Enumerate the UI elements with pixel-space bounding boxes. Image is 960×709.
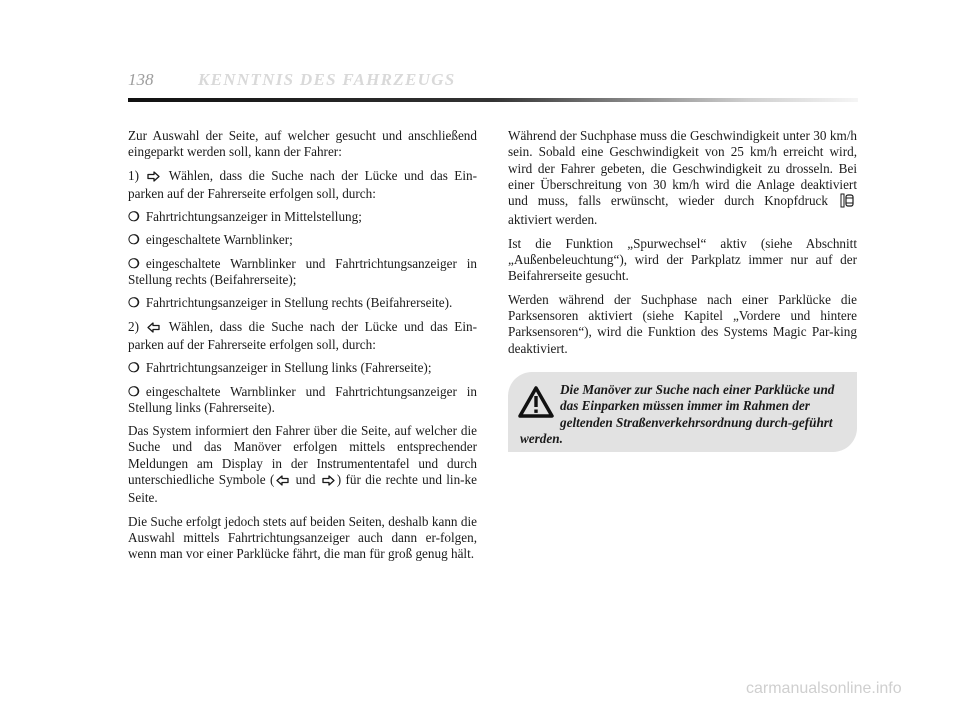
speed-paragraph (508, 128, 857, 229)
bullet-icon: ❍ (128, 383, 140, 399)
bullet-text: eingeschaltete Warnblinker und Fahrtrichtungsanzeiger in Stellung rechts (Beifahrerseite); (128, 255, 477, 288)
bullet-text: Fahrtrichtungsanzeiger in Stellung links (Fahrerseite); (145, 360, 432, 376)
bullet-item (128, 295, 477, 311)
right-arrow-icon (147, 170, 160, 186)
option-2-number: 2) (128, 318, 139, 334)
search-paragraph: Die Suche erfolgt jedoch stets auf beiden Seiten, deshalb kann die Auswahl mittels Fahrtrichtungsanzeiger auch dann er-folgen, wenn man vor einer Parklücke fährt, die man für groß genug hält. (128, 513, 477, 562)
bullet-text: Fahrtrichtungsanzeiger in Mittelstellung; (145, 209, 362, 225)
intro-paragraph: Zur Auswahl der Seite, auf welcher gesucht und anschließend eingeparkt werden soll, kann der Fahrer: (128, 128, 477, 160)
symbols-text-end: ) für die rechte und lin-ke Seite. (128, 472, 478, 506)
footer-watermark: carmanualsonline.info (746, 680, 902, 697)
option-2 (128, 319, 477, 354)
bullet-item (128, 209, 477, 225)
symbols-text-start: Das System informiert den Fahrer über die Seite, auf welcher die Suche und das Manöver erfolgen mittels entsprechender Meldungen am Display in der Instrumententafel und durch unterschiedliche Symbole ( (128, 423, 477, 488)
symbols-text-and: und (295, 472, 316, 488)
sensors-paragraph: Werden während der Suchphase nach einer Parklücke die Parksensoren aktiviert (siehe Kapitel „Vordere und hintere Parksensoren“), wird die Funktion des Systems Magic Par-king deaktiviert. (508, 291, 857, 356)
bullet-icon: ❍ (128, 255, 140, 271)
right-arrow-icon (322, 474, 335, 490)
page-header (128, 70, 858, 110)
left-arrow-icon (276, 474, 289, 490)
bullet-item (128, 384, 477, 417)
bullet-icon: ❍ (128, 232, 140, 248)
warning-text-block (520, 382, 847, 447)
option-1 (128, 168, 477, 203)
bullet-item (128, 360, 477, 376)
left-arrow-icon (147, 321, 160, 337)
bullet-item (128, 256, 477, 289)
bullet-icon: ❍ (128, 295, 140, 311)
warning-text: Die Manöver zur Suche nach einer Parklücke und das Einparken müssen immer im Rahmen der geltenden Straßenverkehrsordnung durch-geführt werden. (520, 382, 835, 446)
bullet-text: Fahrtrichtungsanzeiger in Stellung rechts (Beifahrerseite). (145, 295, 453, 311)
bullet-icon: ❍ (128, 209, 140, 225)
left-column (128, 128, 477, 570)
bullet-text: eingeschaltete Warnblinker und Fahrtrichtungsanzeiger in Stellung links (Fahrerseite). (128, 383, 477, 415)
header-rule (128, 98, 858, 102)
bullet-text: eingeschaltete Warnblinker; (145, 232, 293, 248)
bullet-item (128, 232, 477, 248)
option-1-text: Wählen, dass die Suche nach der Lücke und das Ein-parken auf der Fahrerseite erfolgen soll, durch: (128, 167, 477, 201)
warning-box (508, 372, 857, 452)
speed-text: Während der Suchphase muss die Geschwindigkeit unter 30 km/h sein. Sobald eine Geschwindigkeit von 25 km/h erreicht wird, wird der Fahrer gebeten, die Geschwindigkeit zu drosseln. Bei einer Überschreitung von 30 km/h wird die Anlage deaktiviert und muss, falls erwünscht, wieder durch Knopfdruck (508, 128, 857, 209)
lane-change-paragraph: Ist die Funktion „Spurwechsel“ aktiv (siehe Abschnitt „Außenbeleuchtung“), wird der Parkplatz immer nur auf der Beifahrerseite gesucht. (508, 235, 857, 284)
bullet-icon: ❍ (128, 360, 140, 376)
option-1-number: 1) (128, 167, 139, 183)
right-column (508, 128, 857, 364)
speed-text-end: aktiviert werden. (508, 212, 598, 228)
page-number: 138 (128, 70, 154, 89)
option-2-text: Wählen, dass die Suche nach der Lücke und das Ein-parken auf der Fahrerseite erfolgen soll, durch: (128, 318, 477, 352)
section-title: KENNTNIS DES FAHRZEUGS (198, 70, 456, 89)
parking-car-icon (840, 193, 855, 212)
symbols-paragraph (128, 423, 477, 506)
